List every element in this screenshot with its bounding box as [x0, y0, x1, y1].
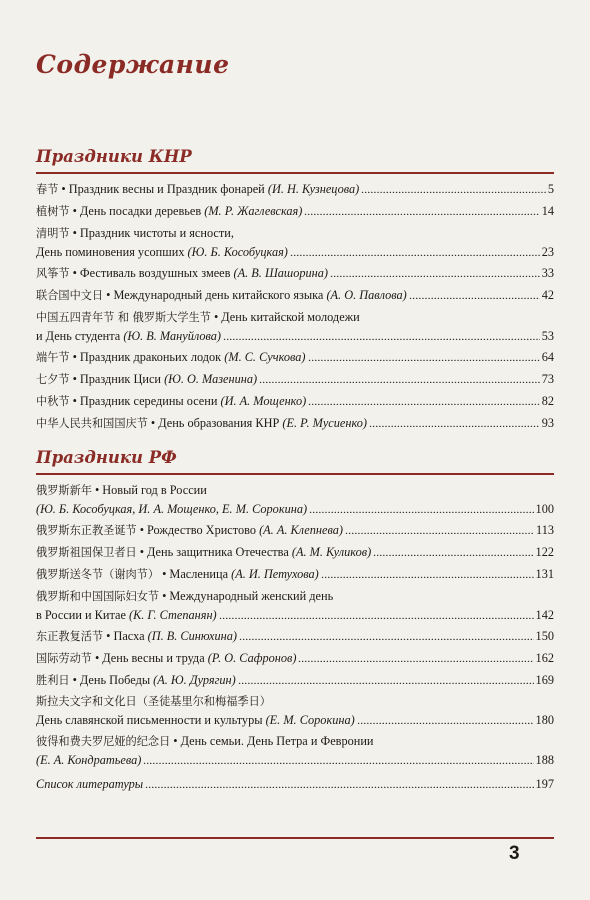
bullet-separator: •	[139, 545, 145, 559]
russian-title: День семьи. День Петра и Февронии	[180, 734, 374, 748]
bullet-separator: •	[213, 310, 219, 324]
dot-leader	[238, 672, 534, 684]
toc-entry[interactable]	[36, 264, 554, 283]
bullet-separator: •	[162, 567, 167, 581]
russian-title: Масленица	[169, 567, 229, 581]
chinese-title: 东正教复活节	[36, 630, 104, 643]
page-ref: 113	[536, 523, 554, 537]
page-number: 3	[509, 843, 520, 864]
page-ref: 42	[541, 288, 554, 302]
bullet-separator: •	[106, 629, 111, 643]
author-name: (К. Г. Степанян)	[128, 608, 217, 622]
dot-leader	[304, 203, 539, 215]
chinese-title: 中秋节	[36, 395, 70, 408]
toc-line	[36, 308, 554, 327]
toc-line	[36, 521, 554, 540]
toc-line	[36, 180, 554, 199]
author-name: (А. В. Шашорина)	[233, 266, 328, 280]
page-ref: 93	[541, 416, 554, 430]
toc-entry[interactable]	[36, 565, 554, 584]
dot-leader	[308, 349, 540, 361]
toc-line	[36, 711, 554, 729]
toc-line	[36, 627, 554, 646]
author-name: (А. О. Павлова)	[326, 288, 407, 302]
page-ref: 5	[547, 182, 554, 196]
author-name: (М. С. Сучкова)	[224, 350, 306, 364]
page-ref: 73	[541, 372, 554, 386]
page-ref: 100	[535, 502, 554, 516]
bullet-separator: •	[150, 416, 156, 430]
russian-title: Международный женский день	[169, 589, 334, 603]
page-ref: 82	[541, 394, 554, 408]
chinese-title: 胜利日	[36, 674, 70, 687]
russian-title: Международный день китайского языка	[113, 288, 324, 302]
toc-line	[36, 500, 554, 518]
page-ref: 180	[535, 713, 554, 727]
dot-leader	[321, 566, 534, 578]
toc-entry[interactable]	[36, 414, 554, 433]
toc-line	[36, 264, 554, 283]
bibliography-label: Список литературы	[36, 777, 144, 791]
page-ref: 197	[535, 777, 554, 791]
page-ref: 64	[541, 350, 554, 364]
chinese-title: 中华人民共和国国庆节	[36, 417, 148, 430]
russian-title: День посадки деревьев	[79, 204, 202, 218]
toc-line	[36, 775, 554, 793]
russian-title: День поминовения усопших	[36, 245, 185, 259]
dot-leader	[309, 501, 533, 513]
toc-entry[interactable]	[36, 308, 554, 345]
author-name: (Ю. О. Мазенина)	[164, 372, 258, 386]
chinese-title: 春节	[36, 183, 59, 196]
dot-leader	[298, 650, 533, 662]
chinese-title: 联合国中文日	[36, 289, 104, 302]
toc-line	[36, 732, 554, 751]
toc-entry[interactable]	[36, 587, 554, 624]
toc-entry[interactable]	[36, 286, 554, 305]
bullet-separator: •	[106, 288, 111, 302]
dot-leader	[143, 752, 533, 764]
bullet-separator: •	[94, 651, 100, 665]
dot-leader	[223, 328, 540, 340]
toc-line	[36, 348, 554, 367]
bullet-separator: •	[61, 182, 66, 196]
russian-title: День защитника Отечества	[147, 545, 289, 559]
chinese-title: 俄罗斯祖国保卫者日	[36, 546, 137, 559]
dot-leader	[361, 181, 546, 193]
section-rule-china	[36, 172, 554, 174]
russian-title: Праздник середины осени	[79, 394, 218, 408]
page-ref: 169	[535, 673, 554, 687]
author-name: (М. Р. Жаглевская)	[204, 204, 303, 218]
russian-title: в России и Китае	[36, 608, 126, 622]
russian-title: Новый год в России	[102, 483, 207, 497]
russian-title: Праздник драконьих лодок	[79, 350, 222, 364]
russian-title: Рождество Христово	[147, 523, 256, 537]
bullet-separator: •	[72, 226, 77, 240]
chinese-title: 俄罗斯东正教圣诞节	[36, 524, 137, 537]
chinese-title: 俄罗斯和中国国际妇女节	[36, 590, 160, 603]
bullet-separator: •	[139, 523, 145, 537]
toc-entry[interactable]	[36, 649, 554, 668]
bullet-separator: •	[72, 350, 77, 364]
russian-title: День славянской письменности и культуры	[36, 713, 263, 727]
dot-leader	[330, 265, 540, 277]
toc-line	[36, 286, 554, 305]
dot-leader	[345, 522, 534, 534]
author-name: (Ю. В. Мануйлова)	[123, 329, 222, 343]
chinese-title: 俄罗斯新年	[36, 484, 92, 497]
toc-entry[interactable]	[36, 481, 554, 518]
bullet-separator: •	[94, 483, 100, 497]
toc-line	[36, 392, 554, 411]
toc-line	[36, 543, 554, 562]
bullet-separator: •	[162, 589, 167, 603]
page-ref: 131	[535, 567, 554, 581]
toc-line	[36, 243, 554, 261]
author-name: (Е. А. Кондратьева)	[36, 753, 142, 767]
toc-entry[interactable]	[36, 392, 554, 411]
dot-leader	[409, 287, 540, 299]
toc-list-china	[36, 180, 554, 436]
russian-title: День китайской молодежи	[221, 310, 360, 324]
section-heading-russia: Праздники РФ	[36, 448, 177, 467]
toc-line	[36, 481, 554, 500]
toc-line	[36, 565, 554, 584]
toc-line	[36, 202, 554, 221]
author-name: (Е. Р. Мусиенко)	[282, 416, 367, 430]
toc-entry[interactable]	[36, 627, 554, 646]
section-heading-china: Праздники КНР	[36, 147, 192, 166]
bullet-separator: •	[72, 372, 77, 386]
chinese-title: 七夕节	[36, 373, 70, 386]
bullet-separator: •	[72, 266, 77, 280]
author-name: (Ю. Б. Кособуцкая, И. А. Мощенко, Е. М. Сорокина)	[36, 502, 308, 516]
russian-title: День весны и труда	[102, 651, 205, 665]
author-name: (И. А. Мощенко)	[220, 394, 307, 408]
chinese-title: 清明节	[36, 227, 70, 240]
author-name: (Р. О. Сафронов)	[207, 651, 297, 665]
toc-entry[interactable]	[36, 224, 554, 261]
toc-line	[36, 414, 554, 433]
page-ref: 150	[535, 629, 554, 643]
toc-entry[interactable]	[36, 348, 554, 367]
toc-line	[36, 587, 554, 606]
russian-title: День образования КНР	[158, 416, 280, 430]
toc-entry[interactable]	[36, 521, 554, 540]
bullet-separator: •	[72, 394, 77, 408]
toc-entry[interactable]	[36, 370, 554, 389]
author-name: (А. Ю. Дурягин)	[153, 673, 236, 687]
chinese-title: 植树节	[36, 205, 70, 218]
bullet-separator: •	[72, 204, 77, 218]
russian-title: Праздник Циси	[79, 372, 161, 386]
toc-line	[36, 224, 554, 243]
toc-line	[36, 370, 554, 389]
dot-leader	[219, 607, 534, 619]
toc-list-russia	[36, 481, 554, 796]
toc-line	[36, 751, 554, 769]
dot-leader	[259, 371, 540, 383]
dot-leader	[357, 712, 534, 724]
bullet-separator: •	[72, 673, 77, 687]
author-name: (И. Н. Кузнецова)	[267, 182, 360, 196]
author-name: (Ю. Б. Кособуцкая)	[187, 245, 288, 259]
page-ref: 14	[541, 204, 554, 218]
chinese-title: 彼得和费夫罗尼娅的纪念日	[36, 735, 171, 748]
toc-line	[36, 327, 554, 345]
page-ref: 53	[541, 329, 554, 343]
dot-leader	[239, 628, 534, 640]
toc-entry[interactable]	[36, 202, 554, 221]
toc-entry[interactable]	[36, 732, 554, 769]
dot-leader	[373, 544, 533, 556]
dot-leader	[369, 415, 540, 427]
page-ref: 122	[535, 545, 554, 559]
dot-leader	[290, 244, 540, 256]
author-name: (А. И. Петухова)	[231, 567, 319, 581]
page-ref: 33	[541, 266, 554, 280]
toc-entry[interactable]	[36, 543, 554, 562]
page-ref: 23	[541, 245, 554, 259]
chinese-title: 俄罗斯送冬节（谢肉节）	[36, 568, 160, 581]
author-name: (П. В. Синюхина)	[147, 629, 237, 643]
bullet-separator: •	[173, 734, 178, 748]
dot-leader	[145, 776, 533, 788]
bibliography-entry[interactable]	[36, 775, 554, 793]
toc-entry[interactable]	[36, 693, 554, 729]
chinese-title: 斯拉夫文字和文化日（圣徒基里尔和梅福季日）	[36, 695, 271, 708]
russian-title: Праздник весны и Праздник фонарей	[68, 182, 265, 196]
author-name: (Е. М. Сорокина)	[265, 713, 355, 727]
toc-line	[36, 693, 554, 711]
footer-rule	[36, 837, 554, 839]
russian-title: и День студента	[36, 329, 121, 343]
russian-title: Праздник чистоты и ясности,	[79, 226, 234, 240]
page-ref: 142	[535, 608, 554, 622]
toc-line	[36, 649, 554, 668]
toc-entry[interactable]	[36, 180, 554, 199]
chinese-title: 国际劳动节	[36, 652, 92, 665]
contents-title: Содержание	[36, 50, 230, 79]
toc-entry[interactable]	[36, 671, 554, 690]
chinese-title: 中国五四青年节 和 俄罗斯大学生节	[36, 311, 211, 324]
russian-title: Фестиваль воздушных змеев	[79, 266, 231, 280]
page-ref: 162	[535, 651, 554, 665]
author-name: (А. А. Клепнева)	[259, 523, 343, 537]
russian-title: День Победы	[79, 673, 151, 687]
toc-line	[36, 606, 554, 624]
dot-leader	[308, 393, 540, 405]
toc-line	[36, 671, 554, 690]
page-ref: 188	[535, 753, 554, 767]
chinese-title: 风筝节	[36, 267, 70, 280]
section-rule-russia	[36, 473, 554, 475]
russian-title: Пасха	[113, 629, 145, 643]
chinese-title: 端午节	[36, 351, 70, 364]
author-name: (А. М. Куликов)	[291, 545, 372, 559]
